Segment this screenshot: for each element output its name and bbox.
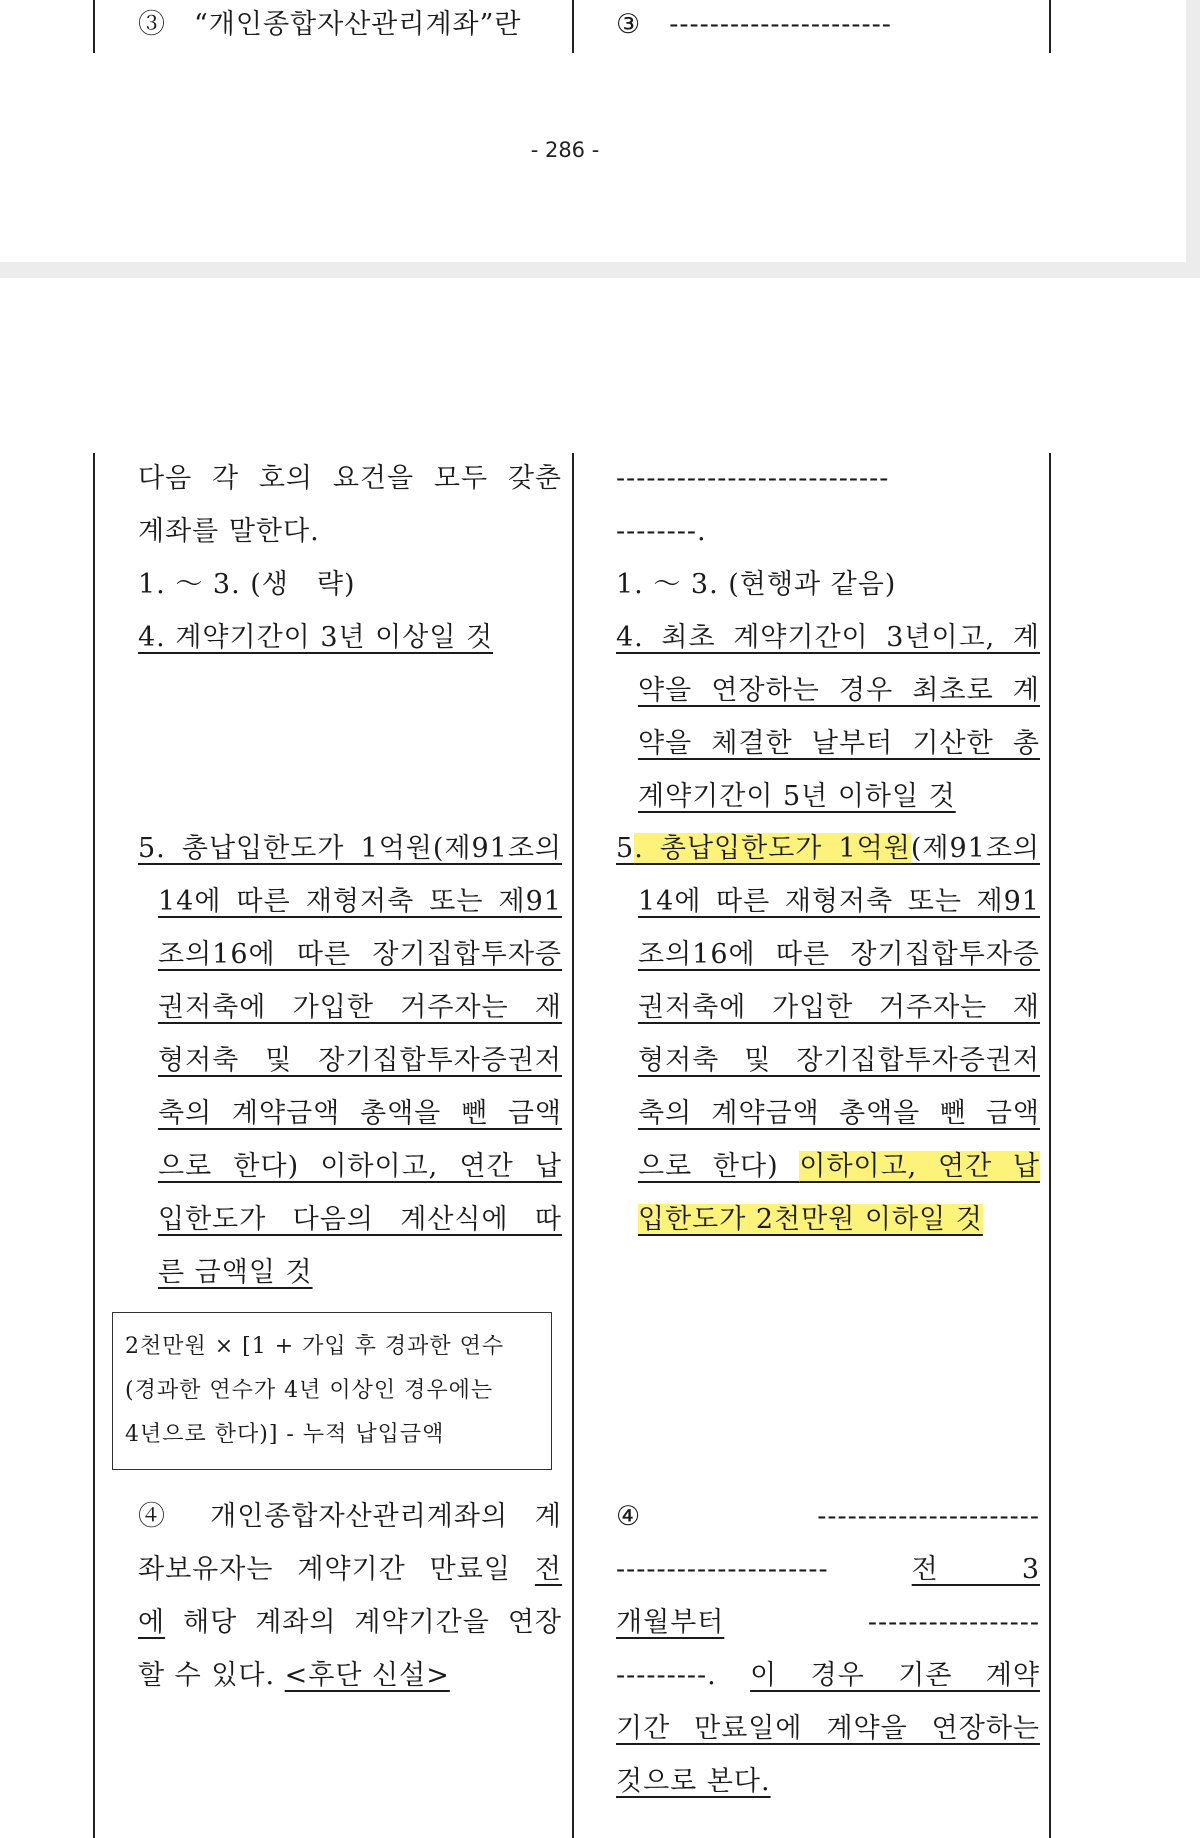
table-border-middle	[572, 0, 574, 53]
right-para3-heading: ③ ----------------------	[616, 9, 892, 40]
left-item-5-line: 14에 따른 재형저축 또는 제91	[158, 886, 562, 917]
left-item-5-line: 권저축에 가입한 거주자는 재	[158, 992, 562, 1023]
left-intro-line: 계좌를 말한다.	[138, 516, 320, 547]
left-item-4	[138, 611, 562, 664]
right-item-5-line	[638, 1193, 1040, 1246]
right-item-4-line: 계약기간이 5년 이하일 것	[638, 781, 956, 812]
formula-box	[112, 1312, 552, 1470]
right-item-4-line: 약을 체결한 날부터 기산한 총	[638, 728, 1040, 759]
left-para4-line: 좌보유자는 계약기간 만료일 전	[138, 1554, 562, 1585]
left-para3-heading: ③ “개인종합자산관리계좌”란	[138, 9, 522, 40]
formula-line: 2천만원 × [1 + 가입 후 경과한 연수	[125, 1334, 505, 1359]
left-item-4-text: 4. 계약기간이 3년 이상일 것	[138, 622, 494, 653]
highlight: 이하이고, 연간 납	[799, 1151, 1041, 1182]
right-para4-line: 것으로 본다.	[616, 1766, 771, 1797]
left-item-5-line: 축의 계약금액 총액을 뺀 금액	[158, 1098, 562, 1129]
right-item-5-line: 권저축에 가입한 거주자는 재	[638, 992, 1040, 1023]
left-para4-line: ④ 개인종합자산관리계좌의 계	[138, 1501, 562, 1532]
previous-page	[0, 0, 1186, 262]
page-number: - 286 -	[530, 138, 600, 162]
right-para4-line: --------------------- 전 3	[616, 1554, 1041, 1585]
right-item-5-line: 14에 따른 재형저축 또는 제91	[638, 886, 1040, 917]
right-item-5-line: 축의 계약금액 총액을 뺀 금액	[638, 1098, 1040, 1129]
right-para4-line: 기간 만료일에 계약을 연장하는	[616, 1713, 1040, 1744]
right-item-5-line: 조의16에 따른 장기집합투자증	[638, 939, 1040, 970]
formula-line: 4년으로 한다)] - 누적 납입금액	[125, 1422, 445, 1447]
right-intro-line: ---------------------------	[616, 463, 890, 494]
left-item-5-line: 5. 총납입한도가 1억원(제91조의	[138, 833, 562, 864]
table-border-middle	[572, 453, 574, 1838]
left-intro-line: 다음 각 호의 요건을 모두 갖춘	[138, 463, 562, 494]
table-border-left	[93, 453, 95, 1838]
right-para4-line: 개월부터 -----------------	[616, 1607, 1040, 1638]
new-clause-note: <후단 신설>	[284, 1660, 450, 1691]
right-item-4-line: 약을 연장하는 경우 최초로 계	[638, 675, 1040, 706]
right-item-1-3: 1. ～ 3. (현행과 같음)	[616, 569, 897, 600]
table-border-right	[1049, 453, 1051, 1838]
highlight: . 총납입한도가 1억원	[634, 833, 911, 864]
right-para4-line: ④ ----------------------	[616, 1501, 1040, 1532]
left-item-5-line: 입한도가 다음의 계산식에 따	[158, 1204, 562, 1235]
formula-line: (경과한 연수가 4년 이상인 경우에는	[125, 1378, 494, 1403]
right-intro-line: --------.	[616, 516, 707, 547]
highlight: 입한도가 2천만원 이하일 것	[638, 1204, 983, 1235]
left-item-5-line: 조의16에 따른 장기집합투자증	[158, 939, 562, 970]
right-item-5-line: 으로 한다) 이하이고, 연간 납	[638, 1151, 1041, 1182]
right-item-5-line: 형저축 및 장기집합투자증권저	[638, 1045, 1040, 1076]
right-item-5-line: 5. 총납입한도가 1억원(제91조의	[616, 833, 1040, 864]
left-item-5-line: 른 금액일 것	[158, 1257, 313, 1288]
table-border-left	[93, 0, 95, 53]
table-border-right	[1049, 0, 1051, 53]
right-para4-line: ---------. 이 경우 기존 계약	[616, 1660, 1040, 1691]
left-para4-line: 에 해당 계좌의 계약기간을 연장	[138, 1607, 562, 1638]
left-para4-line: 할 수 있다. <후단 신설>	[138, 1660, 450, 1691]
right-item-4-line: 4. 최초 계약기간이 3년이고, 계	[616, 622, 1040, 653]
left-item-5-line: 으로 한다) 이하이고, 연간 납	[158, 1151, 562, 1182]
left-item-5-line: 형저축 및 장기집합투자증권저	[158, 1045, 562, 1076]
left-item-1-3: 1. ～ 3. (생 략)	[138, 569, 356, 600]
